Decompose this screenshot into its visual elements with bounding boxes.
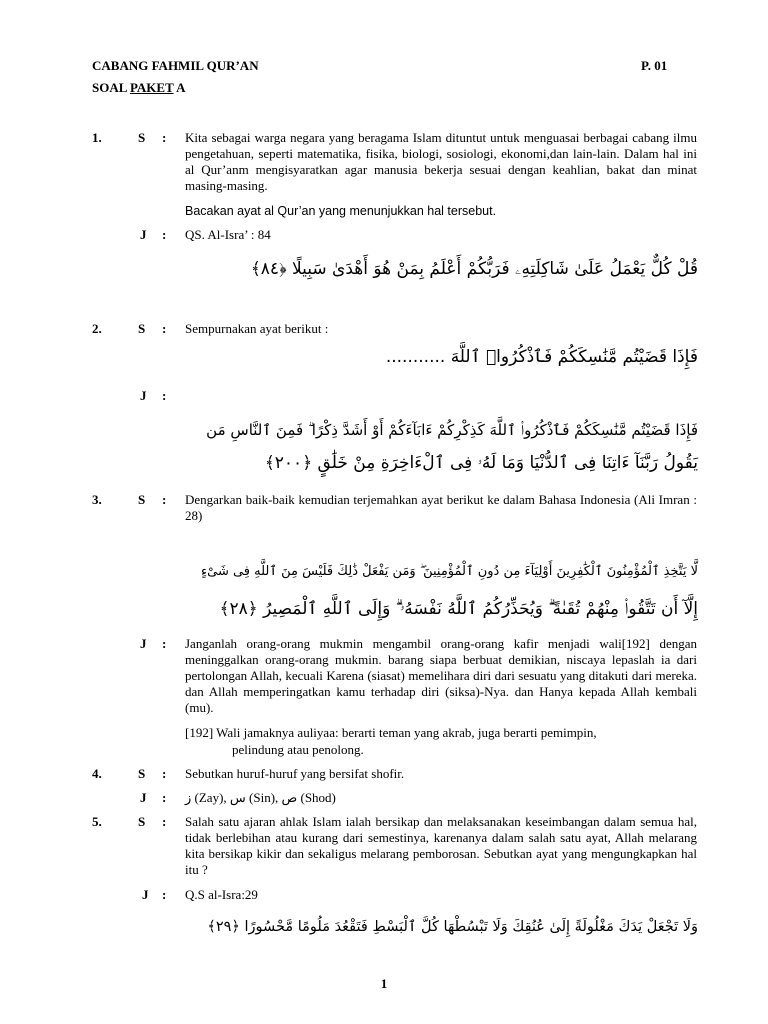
label-colon: : bbox=[162, 227, 167, 242]
question-label: S bbox=[138, 814, 146, 829]
answer-label: J bbox=[140, 790, 147, 805]
question-number: 2. bbox=[92, 321, 102, 336]
question-text: Sebutkan huruf-huruf yang bersifat shofir. bbox=[185, 766, 405, 781]
question-text: Sempurnakan ayat berikut : bbox=[185, 321, 329, 336]
question-text: Dengarkan baik-baik kemudian terjemahkan ayat berikut ke dalam Bahasa Indonesia (Ali Imran : 28) bbox=[185, 492, 697, 523]
answer-label: J bbox=[140, 388, 147, 403]
answer-translation: Janganlah orang-orang mukmin mengambil orang-orang kafir menjadi wali[192] dengan meninggalkan orang-orang mukmin. barang siapa berbuat demikian, niscaya lepaslah ia dari pertolongan Allah, kecuali Karena (siasat) memelihara diri dari sesuatu yang ditakuti dari mereka. dan Allah memperingatkan kamu terhadap diri (siksa)-Nya. dan Hanya kepada Allah kembali (mu). bbox=[185, 636, 697, 715]
label-colon: : bbox=[162, 388, 167, 403]
arabic-verse: قُلْ كُلٌّ يَعْمَلُ عَلَىٰ شَاكِلَتِهِۦ فَرَبُّكُمْ أَعْلَمُ بِمَنْ هُوَ أَهْدَىٰ سَبِيلًا ﴿٨٤﴾ bbox=[250, 259, 698, 279]
answer-label: J bbox=[140, 636, 147, 651]
label-colon: : bbox=[162, 814, 167, 829]
subtitle-prefix: SOAL bbox=[92, 80, 127, 95]
question-number: 5. bbox=[92, 814, 102, 829]
question-label: S bbox=[138, 492, 146, 507]
question-label: S bbox=[138, 766, 146, 781]
question-instruction: Bacakan ayat al Qur’an yang menunjukkan hal tersebut. bbox=[185, 204, 497, 218]
arabic-verse-line: يَقُولُ رَبَّنَآ ءَاتِنَا فِى ٱلدُّنْيَا وَمَا لَهُۥ فِى ٱلْءَاخِرَةِ مِنْ خَلَٰقٍ ﴿٢٠٠﴾ bbox=[264, 453, 698, 473]
footnote-line: [192] Wali jamaknya auliyaa: berarti teman yang akrab, juga berarti pemimpin, bbox=[185, 725, 597, 740]
subtitle-suffix: A bbox=[176, 80, 186, 95]
subtitle-underlined: PAKET bbox=[129, 80, 174, 95]
page-code: P. 01 bbox=[641, 58, 668, 73]
label-colon: : bbox=[162, 766, 167, 781]
label-colon: : bbox=[162, 321, 167, 336]
label-colon: : bbox=[162, 887, 167, 902]
document-subtitle bbox=[92, 80, 185, 96]
answer-label: J bbox=[142, 887, 149, 902]
answer-label: J bbox=[140, 227, 147, 242]
document-title: CABANG FAHMIL QUR’AN bbox=[92, 58, 259, 73]
label-colon: : bbox=[162, 636, 167, 651]
arabic-verse-line: لَّا يَتَّخِذِ ٱلْمُؤْمِنُونَ ٱلْكَٰفِرِينَ أَوْلِيَآءَ مِن دُونِ ٱلْمُؤْمِنِينَ ۖ وَمَن يَفْعَلْ ذَٰلِكَ فَلَيْسَ مِنَ ٱللَّهِ فِى شَىْءٍ bbox=[201, 564, 698, 579]
label-colon: : bbox=[162, 492, 167, 507]
question-number: 4. bbox=[92, 766, 102, 781]
arabic-verse: وَلَا تَجْعَلْ يَدَكَ مَغْلُولَةً إِلَىٰ عُنُقِكَ وَلَا تَبْسُطْهَا كُلَّ ٱلْبَسْطِ فَتَقْعُدَ مَلُومًا مَّحْسُورًا ﴿٢٩﴾ bbox=[207, 919, 698, 935]
label-colon: : bbox=[162, 790, 167, 805]
arabic-verse-line: إِلَّآ أَن تَتَّقُوا۟ مِنْهُمْ تُقَىٰةً ۗ وَيُحَذِّرُكُمُ ٱللَّهُ نَفْسَهُۥ ۗ وَإِلَى ٱللَّهِ ٱلْمَصِيرُ ﴿٢٨﴾ bbox=[219, 599, 698, 619]
question-number: 1. bbox=[92, 130, 102, 145]
question-text: Kita sebagai warga negara yang beragama Islam dituntut untuk menguasai berbagai cabang ilmu pengetahuan, seperti matematika, fisika, biologi, sosiologi, ekonomi,dan lain-lain. Dalam hal ini al Qur’anm mengisyaratkan agar manusia bekerja sesuai dengan keahlian, bakat dan minat masing-masing. bbox=[185, 130, 697, 193]
answer-text: ز (Zay), س (Sin), ص (Shod) bbox=[185, 790, 336, 805]
question-label: S bbox=[138, 321, 146, 336]
arabic-verse-line: فَإِذَا قَضَيْتُم مَّنَٰسِكَكُمْ فَٱذْكُرُوا۟ ٱللَّهَ كَذِكْرِكُمْ ءَابَآءَكُمْ أَوْ أَشَدَّ ذِكْرًا ۗ فَمِنَ ٱلنَّاسِ مَن bbox=[206, 421, 698, 439]
answer-reference: Q.S al-Isra:29 bbox=[185, 887, 258, 902]
footnote-line: pelindung atau penolong. bbox=[232, 742, 364, 757]
answer-reference: QS. Al-Isra’ : 84 bbox=[185, 227, 271, 242]
question-number: 3. bbox=[92, 492, 102, 507]
label-colon: : bbox=[162, 130, 167, 145]
question-label: S bbox=[138, 130, 146, 145]
arabic-verse-incomplete: فَإِذَا قَضَيْتُم مَّنَٰسِكَكُمْ فَٱذْكُرُوا۟ ٱللَّهَ ........... bbox=[385, 347, 698, 367]
question-text: Salah satu ajaran ahlak Islam ialah bersikap dan melaksanakan keseimbangan dalam semua hal, tidak berlebihan atau kurang dari semestinya, karenanya dalam salah satu ayat, Allah melarang kita bersikap kikir dan sekaligus melarang pemborosan. Sebutkan ayat yang mengungkapkan hal itu ? bbox=[185, 814, 697, 877]
page-number: 1 bbox=[380, 976, 388, 991]
